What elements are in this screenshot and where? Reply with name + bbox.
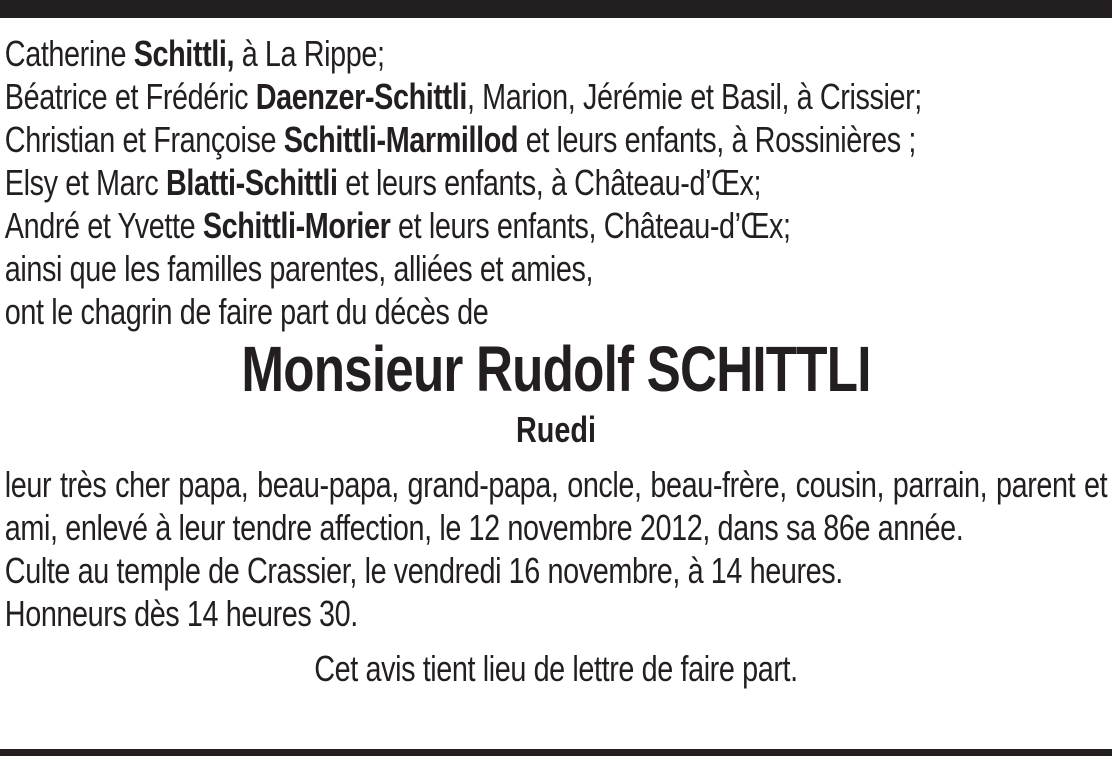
family-name: Schittli-Morier [202,205,391,246]
family-line-prefix: Béatrice et Frédéric [4,76,256,117]
top-rule [0,0,1112,18]
family-name: Schittli, [133,33,235,74]
family-line-suffix: à La Rippe; [234,33,385,74]
bottom-rule [0,749,1112,756]
service-line: Culte au temple de Crassier, le vendredi 16 novembre, à 14 heures. [4,550,843,591]
family-line-suffix: , Marion, Jérémie et Basil, à Crissier; [466,76,922,117]
family-name: Schittli-Marmillod [283,119,519,160]
deceased-nickname: Ruedi [515,409,596,450]
honors-line: Honneurs dès 14 heures 30. [4,593,358,634]
family-line-suffix: et leurs enfants, à Château-d’Œx; [337,162,762,203]
family-line-suffix: et leurs enfants, Château-d’Œx; [390,205,791,246]
tribute-paragraph: leur très cher papa, beau-papa, grand-papa, oncle, beau-frère, cousin, parrain, parent et ami, enlevé à leur tendre affection, le 12 novembre 2012, dans sa 86e année. [4,464,1108,548]
family-line [0,118,1112,161]
notice-content [0,18,1112,690]
family-line-prefix: Catherine [4,33,134,74]
family-line [0,161,1112,204]
family-name: Daenzer-Schittli [255,76,467,117]
family-line-prefix: Elsy et Marc [4,162,167,203]
family-line-prefix: André et Yvette [4,205,203,246]
deceased-name-heading: Monsieur Rudolf SCHITTLI [241,333,871,405]
family-name: Blatti-Schittli [166,162,338,203]
closing-line: Cet avis tient lieu de lettre de faire part. [314,648,798,689]
family-line [0,204,1112,247]
family-line [0,32,1112,75]
family-line [0,75,1112,118]
family-line-suffix: et leurs enfants, à Rossinières ; [518,119,916,160]
relations-line: ainsi que les familles parentes, alliées et amies, [4,248,594,289]
announcement-line: ont le chagrin de faire part du décès de [4,291,489,332]
family-line-prefix: Christian et Françoise [4,119,284,160]
